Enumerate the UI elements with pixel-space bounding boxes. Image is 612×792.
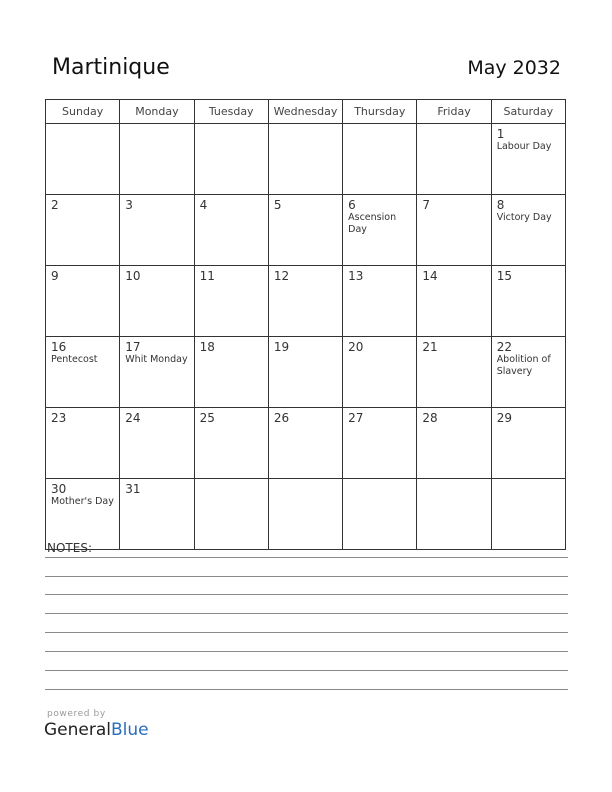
day-cell	[268, 195, 342, 266]
day-number: 15	[496, 269, 512, 283]
weekday-friday: Friday	[417, 100, 491, 124]
day-cell	[491, 195, 565, 266]
day-cell	[491, 479, 565, 550]
note-line	[45, 689, 568, 690]
day-number: 10	[125, 269, 141, 283]
weekday-thursday: Thursday	[343, 100, 417, 124]
day-cell	[194, 195, 268, 266]
day-number: 28	[422, 411, 438, 425]
day-cell	[46, 195, 120, 266]
day-cell	[120, 266, 194, 337]
day-cell	[120, 195, 194, 266]
day-number: 4	[199, 198, 208, 212]
holiday-label: Whit Monday	[125, 354, 188, 365]
week-row	[46, 266, 566, 337]
day-number: 23	[51, 411, 67, 425]
weekday-monday: Monday	[120, 100, 194, 124]
day-cell	[343, 408, 417, 479]
weekday-saturday: Saturday	[491, 100, 565, 124]
holiday-label: Pentecost	[51, 354, 98, 365]
day-cell	[343, 124, 417, 195]
day-number: 7	[422, 198, 431, 212]
day-number: 26	[273, 411, 290, 425]
day-number: 9	[51, 269, 59, 283]
week-row	[46, 408, 566, 479]
day-cell	[491, 266, 565, 337]
day-number: 22	[496, 340, 512, 354]
day-number: 8	[496, 198, 505, 212]
day-cell	[343, 337, 417, 408]
weekday-wednesday: Wednesday	[268, 100, 342, 124]
day-number: 21	[422, 340, 438, 354]
day-cell	[417, 479, 491, 550]
day-cell	[46, 337, 120, 408]
month-year: May 2032	[467, 57, 561, 79]
holiday-label: Ascension Day	[348, 212, 397, 235]
day-cell	[417, 408, 491, 479]
day-number: 6	[348, 198, 356, 212]
day-number: 30	[51, 482, 67, 496]
day-cell	[120, 479, 194, 550]
day-number: 2	[51, 198, 59, 212]
holiday-label: Labour Day	[496, 141, 552, 152]
notes-label: NOTES:	[47, 541, 92, 555]
day-cell	[194, 408, 268, 479]
day-cell	[268, 124, 342, 195]
day-cell	[491, 124, 565, 195]
day-cell	[194, 479, 268, 550]
day-cell	[120, 337, 194, 408]
day-number: 12	[273, 269, 290, 283]
day-cell	[194, 266, 268, 337]
day-cell	[46, 408, 120, 479]
day-cell	[491, 408, 565, 479]
day-number: 27	[348, 411, 364, 425]
day-number: 14	[422, 269, 438, 283]
day-cell	[268, 479, 342, 550]
day-number: 25	[199, 411, 215, 425]
day-cell	[343, 266, 417, 337]
day-cell	[343, 479, 417, 550]
day-cell	[120, 408, 194, 479]
day-cell	[491, 337, 565, 408]
brand-general: General	[44, 720, 111, 740]
day-cell	[46, 479, 120, 550]
page-title: Martinique	[52, 55, 170, 80]
day-number: 13	[348, 269, 364, 283]
day-cell	[46, 124, 120, 195]
day-number: 3	[125, 198, 133, 212]
day-cell	[194, 337, 268, 408]
week-row	[46, 479, 566, 550]
holiday-label: Victory Day	[496, 212, 552, 223]
day-number: 20	[348, 340, 364, 354]
note-line	[45, 576, 568, 577]
weekday-sunday: Sunday	[46, 100, 120, 124]
day-number: 11	[199, 269, 215, 283]
day-cell	[268, 337, 342, 408]
day-number: 1	[496, 127, 505, 141]
day-cell	[194, 124, 268, 195]
day-cell	[417, 266, 491, 337]
day-number: 5	[273, 198, 282, 212]
day-cell	[417, 124, 491, 195]
day-number: 17	[125, 340, 141, 354]
note-line	[45, 632, 568, 633]
note-line	[45, 594, 568, 595]
note-line	[45, 651, 568, 652]
day-cell	[268, 266, 342, 337]
note-line	[45, 557, 568, 558]
powered-by-text: powered by	[47, 709, 106, 719]
holiday-label: Abolition of Slavery	[496, 354, 551, 377]
day-cell	[120, 124, 194, 195]
day-number: 24	[125, 411, 141, 425]
weekday-header-row	[46, 100, 566, 124]
day-cell	[46, 266, 120, 337]
weekday-tuesday: Tuesday	[194, 100, 268, 124]
day-number: 18	[199, 340, 215, 354]
day-number: 16	[51, 340, 67, 354]
brand-blue: Blue	[111, 720, 149, 740]
week-row	[46, 195, 566, 266]
day-cell	[417, 337, 491, 408]
week-row	[46, 337, 566, 408]
day-number: 29	[496, 411, 512, 425]
note-line	[45, 613, 568, 614]
day-cell	[268, 408, 342, 479]
calendar-grid	[45, 99, 566, 550]
day-cell	[343, 195, 417, 266]
week-row	[46, 124, 566, 195]
day-number: 31	[125, 482, 141, 496]
day-cell	[417, 195, 491, 266]
note-line	[45, 670, 568, 671]
day-number: 19	[273, 340, 290, 354]
holiday-label: Mother's Day	[51, 496, 114, 507]
brand-logo	[44, 720, 149, 740]
